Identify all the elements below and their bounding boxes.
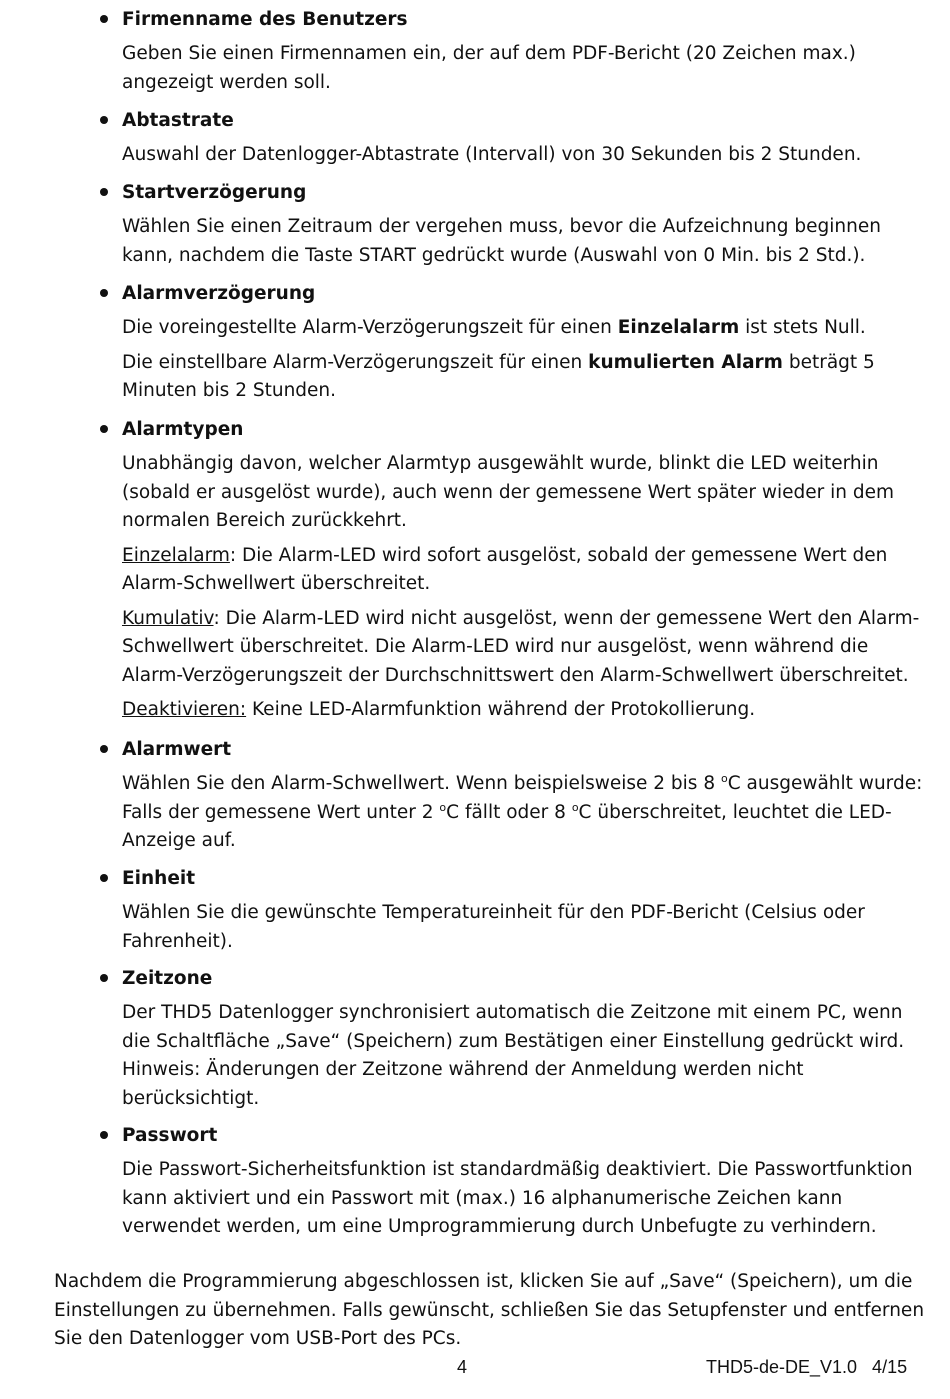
text-run: C überschreitet, leuchtet die LED- — [578, 801, 892, 823]
section-heading: Einheit — [122, 868, 196, 889]
bullet-icon — [100, 745, 108, 753]
degree-sign: o — [571, 800, 579, 814]
text-line: Der THD5 Datenlogger synchronisiert automatisch die Zeitzone mit einem PC, wenn — [122, 1002, 903, 1023]
text-line: Alarm-Verzögerungszeit der Durchschnittswert den Alarm-Schwellwert überschreitet. — [122, 664, 909, 686]
text-line: kann aktiviert und ein Passwort mit (max.) 16 alphanumerische Zeichen kann — [122, 1187, 843, 1209]
section-heading: Zeitzone — [122, 968, 213, 989]
section-alarmtypen — [96, 416, 936, 725]
text-line: Unabhängig davon, welcher Alarmtyp ausgewählt wurde, blinkt die LED weiterhin — [122, 453, 879, 474]
text-line: Auswahl der Datenlogger-Abtastrate (Intervall) von 30 Sekunden bis 2 Stunden. — [122, 144, 862, 165]
section-heading: Alarmwert — [122, 739, 232, 760]
section-alarmwert — [96, 736, 936, 856]
section-firmenname — [96, 6, 936, 97]
underlined-term: Kumulativ — [122, 607, 214, 629]
section-heading: Alarmtypen — [122, 419, 244, 440]
text-line: normalen Bereich zurückkehrt. — [122, 510, 407, 531]
section-einheit — [96, 865, 936, 956]
paragraph — [122, 349, 936, 406]
underlined-term: Deaktivieren: — [122, 699, 247, 720]
section-heading: Abtastrate — [122, 110, 234, 131]
text-run: : Die Alarm-LED wird sofort ausgelöst, sobald der gemessene Wert den — [229, 544, 888, 566]
text-line: Alarm-Schwellwert überschreitet. — [122, 573, 431, 594]
text-line: Wählen Sie einen Zeitraum der vergehen muss, bevor die Aufzeichnung beginnen — [122, 216, 881, 237]
text-line: Anzeige auf. — [122, 830, 236, 851]
bullet-icon — [100, 188, 108, 196]
paragraph — [122, 141, 936, 170]
text-run: Keine LED-Alarmfunktion während der Protokollierung. — [246, 699, 756, 720]
paragraph — [122, 899, 936, 956]
section-abtastrate — [96, 107, 936, 170]
bullet-icon — [100, 1131, 108, 1139]
section-zeitzone — [96, 965, 936, 1113]
paragraph — [122, 213, 936, 270]
text-line: Schwellwert überschreitet. Die Alarm-LED wird nur ausgelöst, wenn während die — [122, 636, 869, 657]
text-run: C fällt oder 8 — [446, 801, 572, 823]
text-line: Minuten bis 2 Stunden. — [122, 380, 337, 401]
text-line: Nachdem die Programmierung abgeschlossen ist, klicken Sie auf „Save“ (Speichern), um die — [54, 1271, 913, 1292]
section-heading: Firmenname des Benutzers — [122, 9, 408, 30]
bold-term: kumulierten Alarm — [588, 351, 783, 373]
text-run: : Die Alarm-LED wird nicht ausgelöst, wenn der gemessene Wert den Alarm- — [213, 607, 920, 629]
text-line: (sobald er ausgelöst wurde), auch wenn der gemessene Wert später wieder in dem — [122, 481, 894, 503]
closing-paragraph — [54, 1268, 934, 1354]
text-run: Wählen Sie den Alarm-Schwellwert. Wenn beispielsweise 2 bis 8 — [122, 773, 721, 794]
bullet-icon — [100, 974, 108, 982]
text-run: Falls der gemessene Wert unter 2 — [122, 801, 440, 823]
text-run: Die einstellbare Alarm-Verzögerungszeit für einen — [122, 351, 589, 373]
paragraph — [122, 314, 936, 343]
text-line: Einstellungen zu übernehmen. Falls gewünscht, schließen Sie das Setupfenster und entfernen — [54, 1299, 925, 1321]
text-line: berücksichtigt. — [122, 1087, 260, 1109]
section-heading: Passwort — [122, 1125, 218, 1146]
text-run: ist stets Null. — [739, 317, 866, 338]
section-passwort — [96, 1122, 936, 1242]
text-line: Die Passwort-Sicherheitsfunktion ist standardmäßig deaktiviert. Die Passwortfunktion — [122, 1159, 913, 1180]
paragraph — [122, 770, 936, 856]
section-startverzoegerung — [96, 179, 936, 270]
bullet-icon — [100, 116, 108, 124]
paragraph — [122, 696, 936, 725]
text-line: Hinweis: Änderungen der Zeitzone während der Anmeldung werden nicht — [122, 1059, 804, 1080]
bullet-icon — [100, 425, 108, 433]
text-line: Wählen Sie die gewünschte Temperatureinheit für den PDF-Bericht (Celsius oder — [122, 902, 865, 923]
text-run: Die voreingestellte Alarm-Verzögerungszeit für einen — [122, 317, 618, 338]
paragraph — [122, 605, 936, 691]
text-line: verwendet werden, um eine Umprogrammierung durch Unbefugte zu verhindern. — [122, 1216, 877, 1237]
text-run: C ausgewählt wurde: — [727, 773, 923, 794]
text-line: Sie den Datenlogger vom USB-Port des PCs. — [54, 1328, 462, 1349]
paragraph — [122, 450, 936, 536]
text-line: Geben Sie einen Firmennamen ein, der auf dem PDF-Bericht (20 Zeichen max.) — [122, 43, 856, 64]
paragraph — [122, 999, 936, 1113]
underlined-term: Einzelalarm — [122, 544, 230, 566]
bullet-icon — [100, 15, 108, 23]
bullet-icon — [100, 289, 108, 297]
text-line: die Schaltfläche „Save“ (Speichern) zum Bestätigen einer Einstellung gedrückt wird. — [122, 1030, 905, 1052]
text-run: beträgt 5 — [782, 351, 875, 373]
section-heading: Startverzögerung — [122, 182, 307, 203]
degree-sign: o — [439, 800, 447, 814]
text-line: Fahrenheit). — [122, 930, 233, 952]
bold-term: Einzelalarm — [617, 317, 740, 338]
degree-sign: o — [720, 772, 728, 785]
paragraph — [122, 542, 936, 599]
section-heading: Alarmverzögerung — [122, 283, 316, 304]
text-line: kann, nachdem die Taste START gedrückt wurde (Auswahl von 0 Min. bis 2 Std.). — [122, 244, 866, 266]
section-alarmverzoegerung — [96, 280, 936, 406]
text-line: angezeigt werden soll. — [122, 71, 331, 93]
paragraph — [122, 1156, 936, 1242]
bullet-icon — [100, 874, 108, 882]
document-reference: THD5-de-DE_V1.0 4/15 — [706, 1357, 908, 1377]
paragraph — [122, 40, 936, 97]
page-number: 4 — [457, 1357, 468, 1377]
